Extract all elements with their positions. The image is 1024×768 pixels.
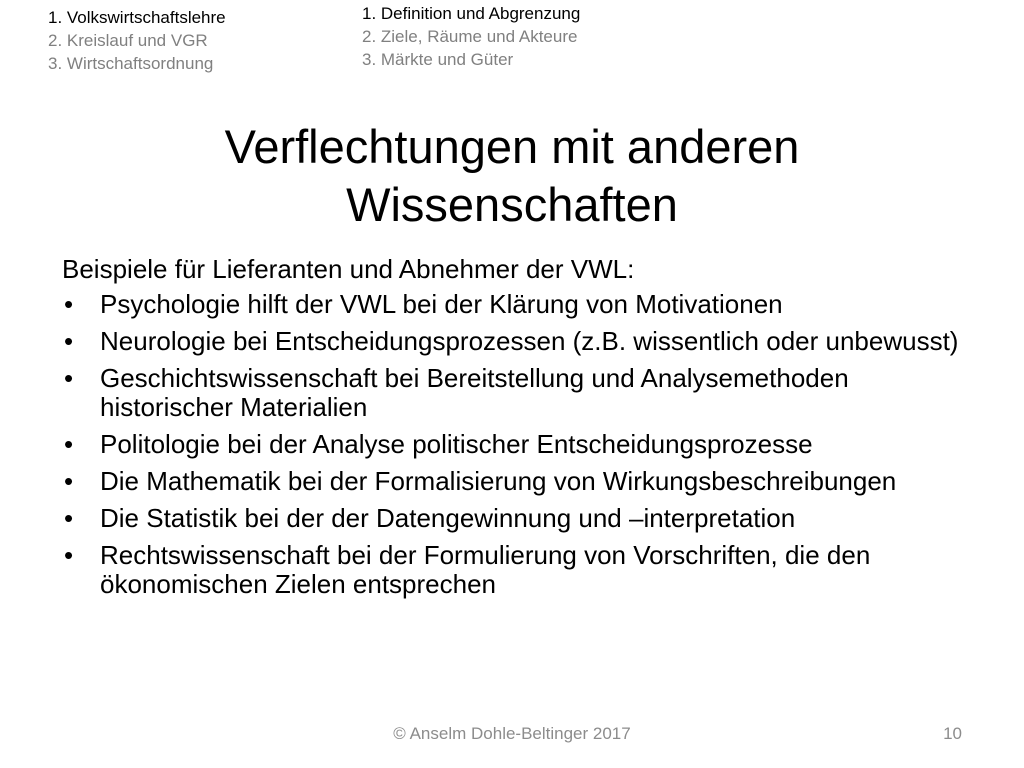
bullet-text: Psychologie hilft der VWL bei der Klärung von Motivationen [100, 289, 783, 319]
bullet-icon: • [64, 540, 74, 570]
bullet-list [62, 290, 982, 599]
bullet-item [62, 430, 982, 459]
nav-section-3[interactable]: 3. Märkte und Güter [362, 50, 514, 69]
bullet-text: Rechtswissenschaft bei der Formulierung von Vorschriften, die den ökonomischen Zielen entsprechen [100, 540, 871, 599]
slide-title-line-2: Wissenschaften [346, 178, 678, 231]
slide-title [60, 118, 964, 234]
slide-intro: Beispiele für Lieferanten und Abnehmer der VWL: [62, 254, 635, 284]
bullet-text: Die Statistik bei der der Datengewinnung und –interpretation [100, 503, 796, 533]
bullet-item [62, 290, 982, 319]
bullet-text: Geschichtswissenschaft bei Bereitstellung und Analysemethoden historischer Materialien [100, 363, 849, 422]
bullet-text: Politologie bei der Analyse politischer Entscheidungsprozesse [100, 429, 813, 459]
bullet-item [62, 364, 982, 422]
nav-chapter-list [48, 6, 226, 75]
nav-chapter-1[interactable]: 1. Volkswirtschaftslehre [48, 8, 226, 27]
slide-title-line-1: Verflechtungen mit anderen [224, 120, 800, 173]
bullet-icon: • [64, 503, 74, 533]
bullet-item [62, 541, 982, 599]
bullet-item [62, 327, 982, 356]
bullet-text: Die Mathematik bei der Formalisierung von Wirkungsbeschreibungen [100, 466, 897, 496]
bullet-icon: • [64, 326, 74, 356]
nav-section-1[interactable]: 1. Definition und Abgrenzung [362, 4, 581, 23]
bullet-text: Neurologie bei Entscheidungsprozessen (z.B. wissentlich oder unbewusst) [100, 326, 959, 356]
bullet-item [62, 467, 982, 496]
nav-chapter-2[interactable]: 2. Kreislauf und VGR [48, 31, 208, 50]
page-number: 10 [943, 724, 962, 743]
bullet-icon: • [64, 363, 74, 393]
bullet-icon: • [64, 429, 74, 459]
footer-copyright: © Anselm Dohle-Beltinger 2017 [393, 724, 631, 743]
bullet-icon: • [64, 466, 74, 496]
slide-content [62, 254, 982, 607]
bullet-item [62, 504, 982, 533]
bullet-icon: • [64, 289, 74, 319]
nav-chapter-3[interactable]: 3. Wirtschaftsordnung [48, 54, 214, 73]
nav-section-list [362, 2, 580, 71]
nav-section-2[interactable]: 2. Ziele, Räume und Akteure [362, 27, 578, 46]
